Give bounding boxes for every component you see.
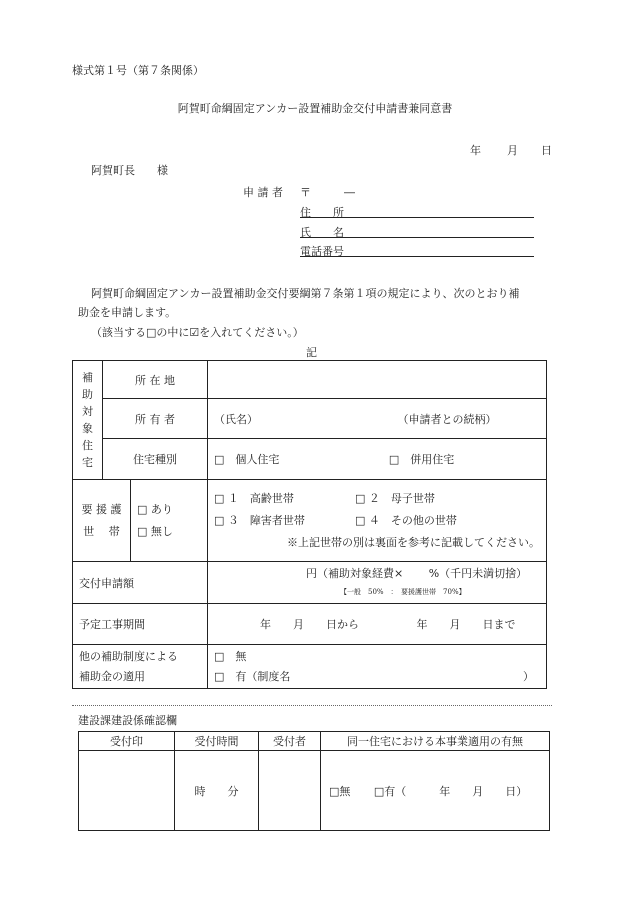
receiver-cell[interactable] — [259, 751, 321, 831]
application-table — [72, 360, 547, 689]
postal-code-field: 〒 ― — [300, 186, 355, 199]
other-subsidy-close-paren: ） — [523, 669, 534, 683]
household-elderly-checkbox[interactable]: □ １ 高齢世帯 — [214, 491, 294, 505]
support-no-checkbox[interactable]: □ 無し — [137, 524, 173, 538]
reception-stamp-header: 受付印 — [79, 732, 175, 751]
body-text-line-1: 阿賀町命綱固定アンカー設置補助金交付要綱第７条第１項の規定により、次のとおり補 — [91, 287, 520, 300]
ki-heading: 記 — [306, 346, 317, 359]
usage-yes-checkbox[interactable]: □有（ 年 月 日） — [373, 784, 528, 798]
other-subsidy-none-checkbox[interactable]: □ 無 — [214, 649, 247, 663]
owner-field[interactable] — [208, 399, 547, 439]
household-disabled-checkbox[interactable]: □ ３ 障害者世帯 — [214, 513, 305, 527]
section-divider — [72, 705, 552, 706]
grant-amount-field[interactable] — [208, 562, 547, 604]
household-type-options — [208, 480, 547, 562]
date-day: 日 — [541, 144, 552, 157]
confirmation-table — [78, 731, 550, 831]
date-year: 年 — [470, 144, 481, 157]
grant-amount-label: 交付申請額 — [73, 562, 208, 604]
receiver-header: 受付者 — [259, 732, 321, 751]
household-other-checkbox[interactable]: □ ４ その他の世帯 — [355, 513, 457, 527]
usage-history-header: 同一住宅における本事業適用の有無 — [321, 732, 550, 751]
grant-rate-note: 【一般 50% ： 要援護世帯 70%】 — [340, 587, 466, 596]
household-single-mother-checkbox[interactable]: □ ２ 母子世帯 — [355, 491, 435, 505]
owner-name-label: （氏名） — [214, 412, 258, 426]
support-household-options — [131, 480, 208, 562]
reception-time-header: 受付時間 — [175, 732, 259, 751]
house-type-label: 住宅種別 — [103, 439, 208, 480]
construction-period-field[interactable] — [208, 604, 547, 645]
support-household-label: 要 援 護 世 帯 — [73, 480, 131, 562]
confirmation-heading: 建設課建設係確認欄 — [78, 714, 177, 727]
target-house-group-label: 補 助 対 象 住 宅 — [73, 361, 103, 480]
support-yes-checkbox[interactable]: □ あり — [137, 502, 173, 516]
phone-label: 電話番号 — [300, 245, 344, 258]
phone-field[interactable] — [300, 242, 534, 257]
house-type-mixed-checkbox[interactable]: □ 併用住宅 — [388, 453, 455, 466]
body-text-line-2: 助金を申請します。 — [78, 306, 177, 319]
other-subsidy-options — [208, 645, 547, 689]
reception-time-cell[interactable]: 時 分 — [175, 751, 259, 831]
house-type-options — [208, 439, 547, 480]
household-note: ※上記世帯の別は裏面を参考に記載してください。 — [287, 535, 540, 549]
address-field[interactable] — [300, 203, 534, 218]
construction-period-label: 予定工事期間 — [73, 604, 208, 645]
location-label: 所 在 地 — [103, 361, 208, 399]
usage-history-cell — [321, 751, 550, 831]
usage-none-checkbox[interactable]: □無 — [329, 784, 351, 798]
name-label: 氏 名 — [300, 226, 344, 239]
applicant-label: 申 請 者 — [243, 186, 283, 199]
period-end: 年 月 日まで — [416, 618, 516, 631]
location-field[interactable] — [208, 361, 547, 399]
reception-stamp-cell[interactable] — [79, 751, 175, 831]
other-subsidy-label: 他の補助制度による 補助金の適用 — [73, 645, 208, 689]
form-number: 様式第１号（第７条関係） — [72, 64, 204, 77]
other-subsidy-yes-checkbox[interactable]: □ 有（制度名 — [214, 669, 291, 683]
owner-label: 所 有 者 — [103, 399, 208, 439]
date-month: 月 — [507, 144, 518, 157]
owner-relation-label: （申請者との続柄） — [397, 412, 497, 426]
period-start: 年 月 日から — [260, 618, 359, 631]
grant-formula: 円（補助対象経費× %（千円未満切捨） — [306, 566, 528, 580]
house-type-individual-checkbox[interactable]: □ 個人住宅 — [214, 453, 280, 466]
page-title: 阿賀町命綱固定アンカー設置補助金交付申請書兼同意書 — [177, 102, 453, 115]
address-label: 住 所 — [300, 206, 344, 219]
addressee: 阿賀町長 様 — [91, 164, 168, 177]
name-field[interactable] — [300, 223, 534, 238]
checkbox-instruction: （該当する□の中に☑を入れてください。） — [91, 326, 304, 339]
